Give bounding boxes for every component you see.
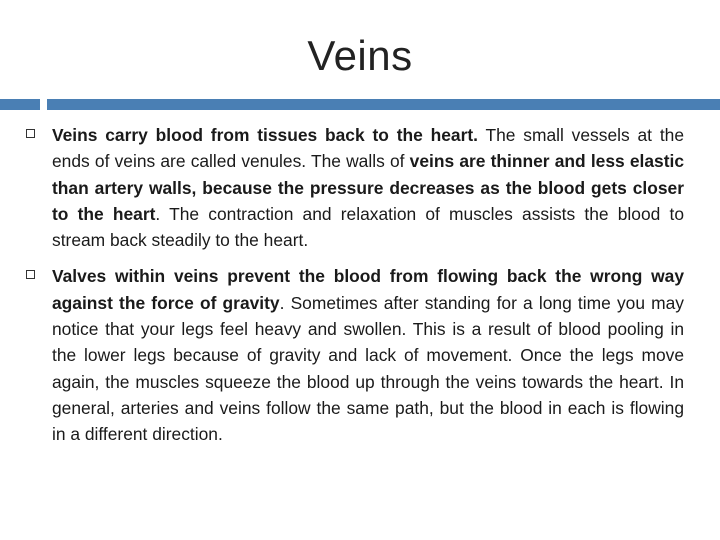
bullet-text-segment: Valves within veins prevent the blood from flowing back the wrong way against the force of gravity xyxy=(52,266,684,313)
hollow-square-bullet-icon xyxy=(26,270,35,279)
title-divider-left xyxy=(0,99,40,110)
bullet-item-vein-valves xyxy=(24,263,684,447)
bullet-text-segment: veins are thinner and less elastic than artery walls, because the pressure decreases as the blood gets closer to the heart xyxy=(52,151,685,224)
bullet-list xyxy=(24,122,684,458)
bullet-text-segment: Veins carry blood from tissues back to the heart. xyxy=(52,125,478,145)
bullet-text-segment: . Sometimes after standing for a long time you may notice that your legs feel heavy and swollen. This is a result of blood pooling in the lower legs because of gravity and lack of movement. Once the legs move again, the muscles squeeze the blood up through the veins towards the heart. In general, arteries and veins follow the same path, but the blood in each is flowing in a different direction. xyxy=(52,292,685,445)
hollow-square-bullet-icon xyxy=(26,129,35,138)
bullet-text-segment: The small vessels at the ends of veins are called venules. The walls of xyxy=(52,125,685,172)
slide-title: Veins xyxy=(307,32,413,79)
bullet-item-veins-function xyxy=(24,122,684,253)
title-divider-right xyxy=(47,99,720,110)
bullet-text-segment: . The contraction and relaxation of muscles assists the blood to stream back steadily to the heart. xyxy=(52,203,684,251)
